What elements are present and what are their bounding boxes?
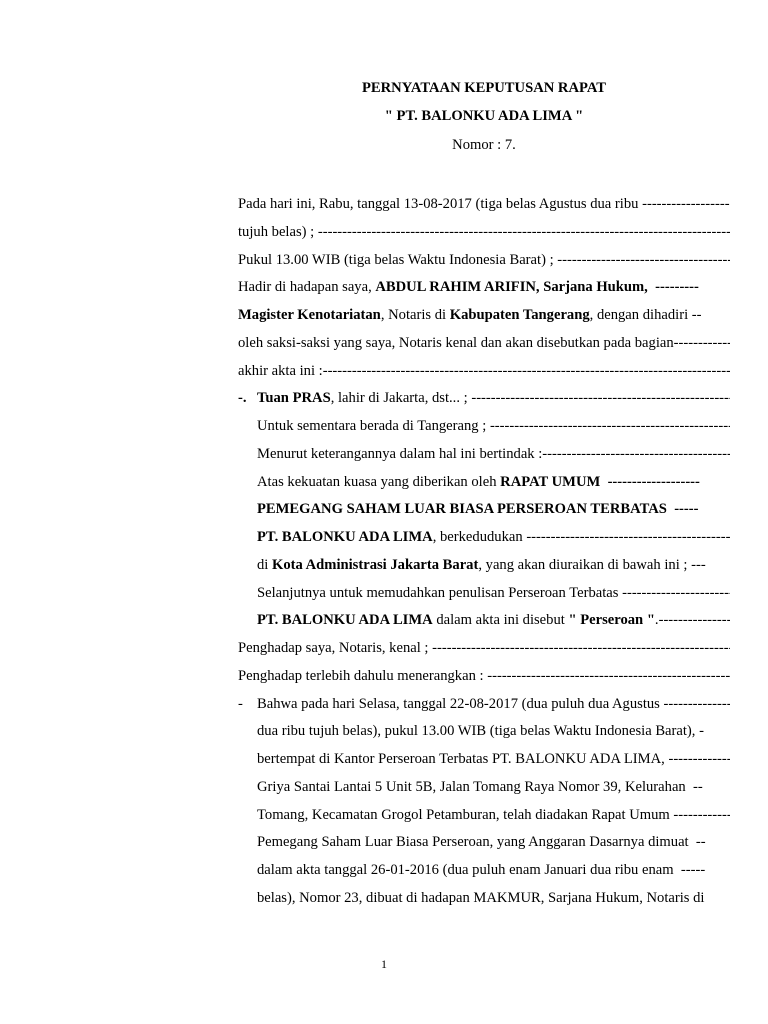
- dash-filler: [622, 585, 730, 602]
- dash-filler: [323, 363, 730, 380]
- dash-filler: [490, 418, 730, 435]
- dash-filler: [432, 640, 730, 657]
- text-run: di: [257, 557, 272, 573]
- text-run: oleh saksi-saksi yang saya, Notaris kenal dan akan disebutkan pada bagian: [238, 335, 674, 351]
- text-line: [257, 807, 730, 827]
- text-run: Tomang, Kecamatan Grogol Petamburan, telah diadakan Rapat Umum: [257, 807, 674, 823]
- dash-filler: [318, 224, 730, 241]
- dash-filler: [526, 529, 730, 546]
- bold-text: PT. BALONKU ADA LIMA: [257, 612, 433, 628]
- text-run: dalam akta tanggal 26-01-2016 (dua puluh enam Januari dua ribu enam -----: [257, 862, 706, 878]
- bold-text: Kota Administrasi Jakarta Barat: [272, 557, 479, 573]
- text-run: , yang akan diuraikan di bawah ini ; ---: [478, 557, 706, 573]
- text-line: [257, 501, 730, 521]
- dash-filler: [542, 446, 730, 463]
- company-name: " PT. BALONKU ADA LIMA ": [384, 108, 584, 124]
- bold-text: " Perseroan ": [568, 612, 655, 628]
- text-run: dalam akta ini disebut: [432, 612, 569, 628]
- text-run: Menurut keterangannya dalam hal ini bertindak :: [257, 446, 543, 462]
- text-line: [257, 557, 730, 577]
- text-line: [238, 307, 730, 327]
- text-run: , dengan dihadiri --: [589, 307, 702, 323]
- text-run: Selanjutnya untuk memudahkan penulisan Perseroan Terbatas: [257, 585, 623, 601]
- bold-text: Kabupaten Tangerang: [449, 307, 590, 323]
- text-line: [257, 696, 730, 716]
- text-run: , lahir di Jakarta, dst... ;: [330, 390, 472, 406]
- bold-text: ---------: [655, 279, 699, 295]
- document-number: Nomor : 7.: [452, 137, 516, 153]
- text-run: akhir akta ini :: [238, 363, 323, 379]
- text-line: [238, 224, 730, 244]
- text-line: [238, 363, 730, 383]
- text-line: [238, 335, 730, 355]
- text-run: Untuk sementara berada di Tangerang ;: [257, 418, 490, 434]
- text-run: Pukul 13.00 WIB (tiga belas Waktu Indonesia Barat) ;: [238, 252, 558, 268]
- text-line: [238, 252, 730, 272]
- text-run: Bahwa pada hari Selasa, tanggal 22-08-2017 (dua puluh dua Agustus: [257, 696, 664, 712]
- text-line: [257, 585, 730, 605]
- text-line: [238, 668, 730, 688]
- text-line: [257, 418, 730, 438]
- bold-text: Tuan PRAS: [257, 390, 331, 406]
- text-line: [257, 723, 730, 743]
- list-bullet: -.: [238, 390, 247, 406]
- text-line: [257, 390, 730, 410]
- text-line: [257, 862, 730, 882]
- dash-filler: [673, 807, 730, 824]
- dash-filler: [674, 335, 730, 352]
- text-line: [238, 279, 730, 299]
- text-run: Pemegang Saham Luar Biasa Perseroan, yang Anggaran Dasarnya dimuat --: [257, 834, 706, 850]
- text-line: [257, 779, 730, 799]
- text-line: [257, 834, 730, 854]
- text-run: Pada hari ini, Rabu, tanggal 13-08-2017 (tiga belas Agustus dua ribu: [238, 196, 643, 212]
- text-run: Atas kekuatan kuasa yang diberikan oleh: [257, 474, 501, 490]
- text-line: [257, 529, 730, 549]
- dash-filler: [642, 196, 730, 213]
- bold-text: Magister Kenotariatan: [238, 307, 381, 323]
- dash-filler: [664, 696, 730, 713]
- bold-text: ABDUL RAHIM ARIFIN, Sarjana Hukum,: [375, 279, 656, 295]
- text-run: dua ribu tujuh belas), pukul 13.00 WIB (tiga belas Waktu Indonesia Barat), -: [257, 723, 704, 739]
- text-line: [257, 890, 730, 910]
- dash-filler: [668, 751, 730, 768]
- dash-filler: [557, 252, 730, 269]
- text-run: Penghadap terlebih dahulu menerangkan :: [238, 668, 488, 684]
- text-line: [257, 446, 730, 466]
- page-number: 1: [381, 957, 387, 971]
- text-line: [238, 196, 730, 216]
- dash-filler: [659, 612, 730, 629]
- text-run: tujuh belas) ;: [238, 224, 318, 240]
- list-bullet: -: [238, 696, 243, 712]
- dash-filler: [487, 668, 730, 685]
- bold-text: PT. BALONKU ADA LIMA: [257, 529, 433, 545]
- text-run: bertempat di Kantor Perseroan Terbatas PT. BALONKU ADA LIMA,: [257, 751, 669, 767]
- document-title: PERNYATAAN KEPUTUSAN RAPAT: [361, 80, 607, 96]
- text-run: , berkedudukan: [432, 529, 527, 545]
- dash-filler: [471, 390, 730, 407]
- text-line: [257, 612, 730, 632]
- text-run: Griya Santai Lantai 5 Unit 5B, Jalan Tomang Raya Nomor 39, Kelurahan --: [257, 779, 703, 795]
- bold-text: RAPAT UMUM -------------------: [500, 474, 700, 490]
- text-run: Hadir di hadapan saya,: [238, 279, 376, 295]
- bold-text: PEMEGANG SAHAM LUAR BIASA PERSEROAN TERBATAS -----: [257, 501, 699, 517]
- text-run: belas), Nomor 23, dibuat di hadapan MAKMUR, Sarjana Hukum, Notaris di: [257, 890, 705, 906]
- text-line: [238, 640, 730, 660]
- text-run: .: [654, 612, 659, 628]
- text-run: , Notaris di: [380, 307, 450, 323]
- text-line: [257, 474, 730, 494]
- text-line: [257, 751, 730, 771]
- text-run: Penghadap saya, Notaris, kenal ;: [238, 640, 433, 656]
